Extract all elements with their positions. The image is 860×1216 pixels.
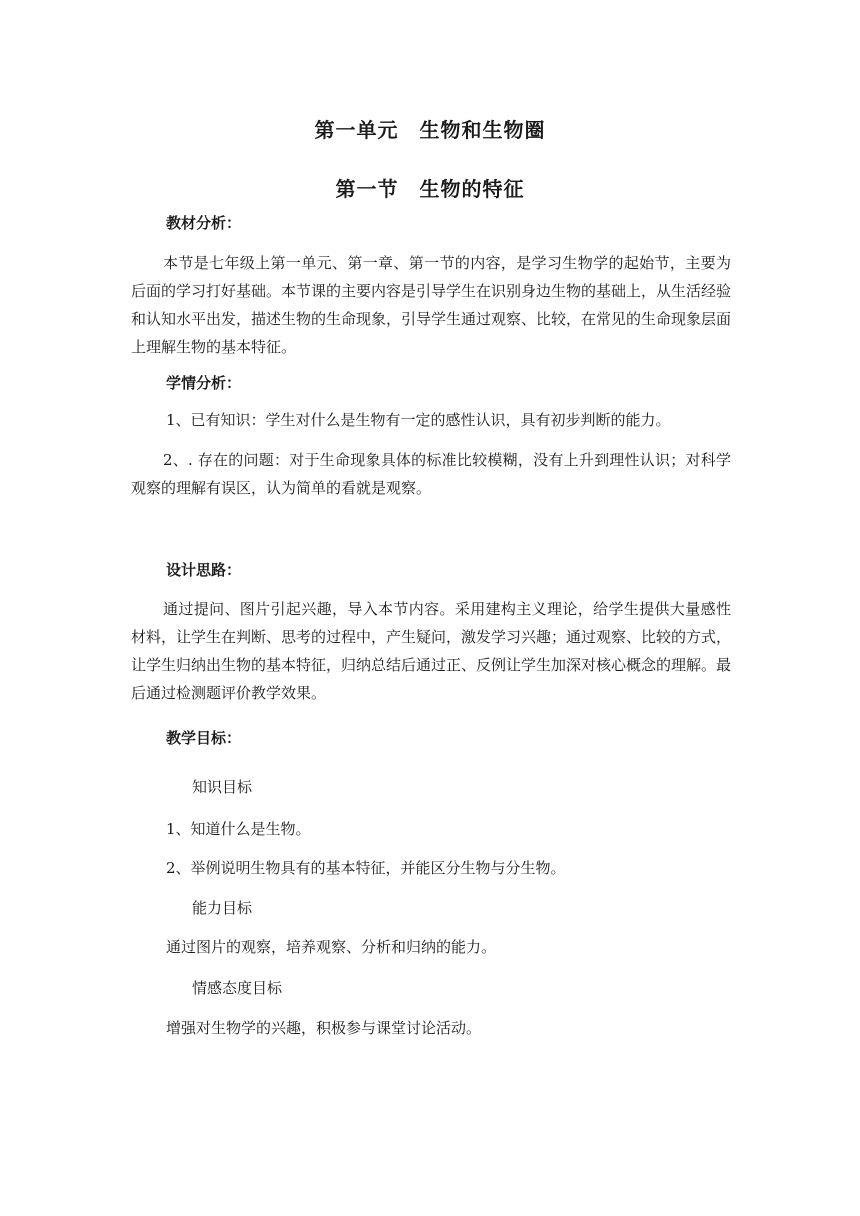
emotion-objective-label: 情感态度目标: [192, 979, 283, 997]
objectives-heading: 教学目标：: [166, 729, 242, 747]
material-analysis-heading: 教材分析：: [166, 214, 242, 232]
emotion-objective-text: 增强对生物学的兴趣，积极参与课堂讨论活动。: [166, 1019, 482, 1037]
ability-objective-label: 能力目标: [192, 899, 253, 917]
knowledge-objective-item-2: 2、举例说明生物具有的基本特征，并能区分生物与分生物。: [166, 859, 566, 877]
student-analysis-heading: 学情分析：: [166, 374, 242, 392]
section-title: 第一节 生物的特征: [335, 177, 525, 201]
design-text: 通过提问、图片引起兴趣，导入本节内容。采用建构主义理论，给学生提供大量感性材料，让学生在判断、思考的过程中，产生疑问，激发学习兴趣；通过观察、比较的方式，让学生归纳出生物的基本特征，归纳总结后通过正、反例让学生加深对核心概念的理解。最后通过检测题评价教学效果。: [131, 600, 732, 702]
ability-objective-text: 通过图片的观察，培养观察、分析和归纳的能力。: [166, 938, 497, 956]
design-heading: 设计思路：: [166, 561, 242, 579]
student-analysis-item-2: 2、. 存在的问题：对于生命现象具体的标准比较模糊，没有上升到理性认识；对科学观察的理解有误区，认为简单的看就是观察。: [131, 451, 731, 497]
knowledge-objective-item-1: 1、知道什么是生物。: [166, 820, 311, 838]
knowledge-objective-label: 知识目标: [192, 778, 253, 796]
material-analysis-text: 本节是七年级上第一单元、第一章、第一节的内容，是学习生物学的起始节，主要为后面的学习打好基础。本节课的主要内容是引导学生在识别身边生物的基础上，从生活经验和认知水平出发，描述生物的生命现象，引导学生通过观察、比较，在常见的生命现象层面上理解生物的基本特征。: [131, 254, 732, 356]
student-analysis-item-1: 1、已有知识：学生对什么是生物有一定的感性认识，具有初步判断的能力。: [166, 411, 671, 429]
unit-title: 第一单元 生物和生物圈: [314, 118, 546, 142]
